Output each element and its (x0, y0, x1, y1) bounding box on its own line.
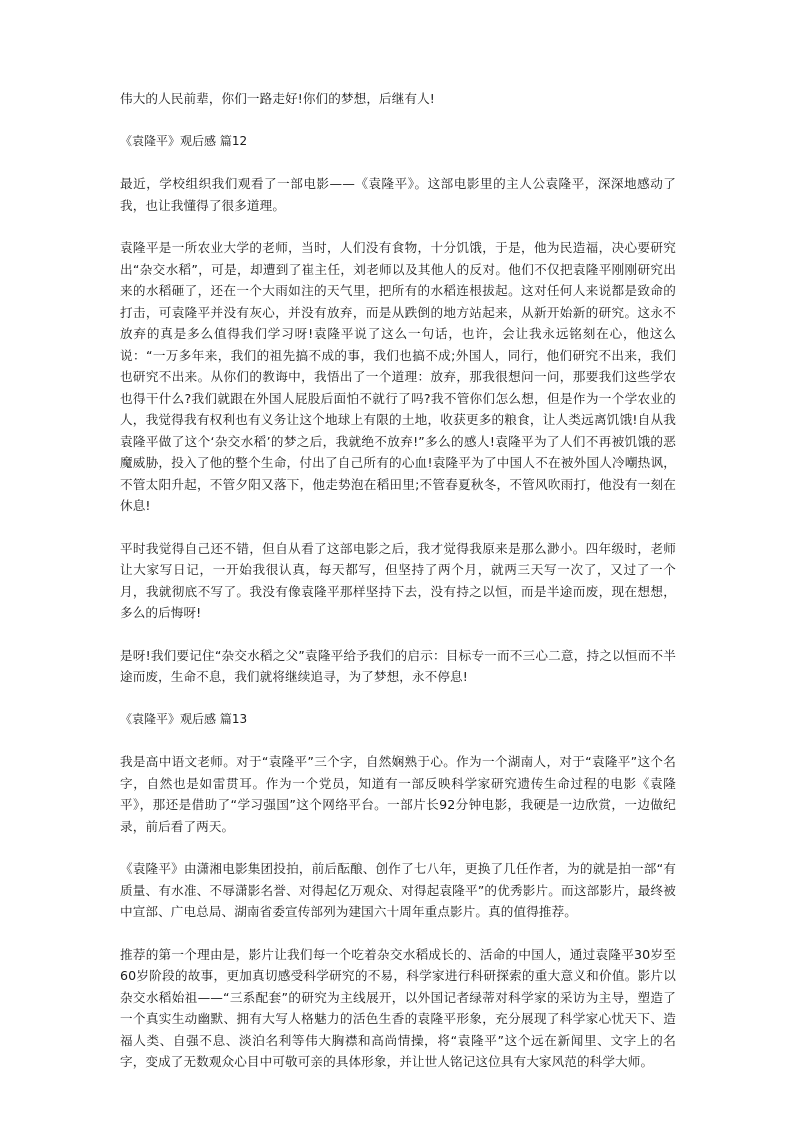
closing-line: 伟大的人民前辈，你们一路走好!你们的梦想，后继有人! (120, 91, 435, 106)
paragraph: 最近，学校组织我们观看了一部电影——《袁隆平》。这部电影里的主人公袁隆平，深深地感动了我，也让我懂得了很多道理。 (120, 176, 676, 213)
paragraph: 推荐的第一个理由是，影片让我们每一个吃着杂交水稻成长的、活命的中国人，通过袁隆平30岁至60岁阶段的故事，更加真切感受科学研究的不易，科学家进行科研探索的重大意义和价值。影片以杂交水稻始祖——“三系配套”的研究为主线展开，以外国记者绿蒂对科学家的采访为主导，塑造了一个真实生动幽默、拥有大写人格魅力的活色生香的袁隆平形象，充分展现了科学家心忧天下、造福人类、自强不息、淡泊名利等伟大胸襟和高尚情操，将“袁隆平”这个远在新闻里、文字上的名字，变成了无数观众心目中可敬可亲的具体形象，并让世人铭记这位具有大家风范的科学大师。 (120, 946, 676, 1069)
paragraph: 《袁隆平》由潇湘电影集团投拍，前后酝酿、创作了七八年，更换了几任作者，为的就是拍一部“有质量、有水准、不辱潇影名誉、对得起亿万观众、对得起袁隆平”的优秀影片。而这部影片，最终被中宣部、广电总局、湖南省委宣传部列为建国六十周年重点影片。真的值得推荐。 (120, 861, 676, 919)
paragraph: 是呀!我们要记住“杂交水稻之父”袁隆平给予我们的启示：目标专一而不三心二意，持之以恒而不半途而废，生命不息，我们就将继续追寻，为了梦想，永不停息! (120, 647, 676, 684)
paragraph: 我是高中语文老师。对于“袁隆平”三个字，自然娴熟于心。作为一个湖南人，对于“袁隆平”这个名字，自然也是如雷贯耳。作为一个党员，知道有一部反映科学家研究遗传生命过程的电影《袁隆平》，那还是借助了“学习强国”这个网络平台。一部片长92分钟电影，我硬是一边欣赏，一边做纪录，前后看了两天。 (120, 754, 676, 834)
document-body (120, 88, 676, 1073)
paragraph: 袁隆平是一所农业大学的老师，当时，人们没有食物，十分饥饿，于是，他为民造福，决心要研究出“杂交水稻”，可是，却遭到了崔主任，刘老师以及其他人的反对。他们不仅把袁隆平刚刚研究出来的水稻砸了，还在一个大雨如注的天气里，把所有的水稻连根拔起。这对任何人来说都是致命的打击，可袁隆平并没有灰心，并没有放弃，而是从跌倒的地方站起来，从新开始新的研究。这永不放弃的真是多么值得我们学习呀!袁隆平说了这么一句话，也许，会让我永远铭刻在心，他这么说：“一万多年来，我们的祖先搞不成的事，我们也搞不成;外国人，同行，他们研究不出来，我们也研究不出来。从你们的教诲中，我悟出了一个道理：放弃，那我很想问一问，那要我们这些学农也得干什么?我们就跟在外国人屁股后面怕不就行了吗?我不管你们怎么想，但是作为一个学农业的人，我觉得我有权利也有义务让这个地球上有限的土地，收获更多的粮食，让人类远离饥饿!自从我袁隆平做了这个‘杂交水稻’的梦之后，我就绝不放弃!”多么的感人!袁隆平为了人们不再被饥饿的恶魔威胁，投入了他的整个生命，付出了自己所有的心血!袁隆平为了中国人不在被外国人冷嘲热讽，不管太阳升起，不管夕阳又落下，他走势泡在稻田里;不管春夏秋冬，不管风吹雨打，他没有一刻在休息! (120, 240, 676, 513)
section-heading-12: 《袁隆平》观后感 篇12 (120, 133, 248, 148)
section-heading-13: 《袁隆平》观后感 篇13 (120, 711, 248, 726)
paragraph: 平时我觉得自己还不错，但自从看了这部电影之后，我才觉得我原来是那么渺小。四年级时，老师让大家写日记，一开始我很认真，每天都写，但坚持了两个月，就两三天写一次了，又过了一个月，我就彻底不写了。我没有像袁隆平那样坚持下去，没有持之以恒，而是半途而废，现在想想，多么的后悔呀! (120, 540, 676, 620)
